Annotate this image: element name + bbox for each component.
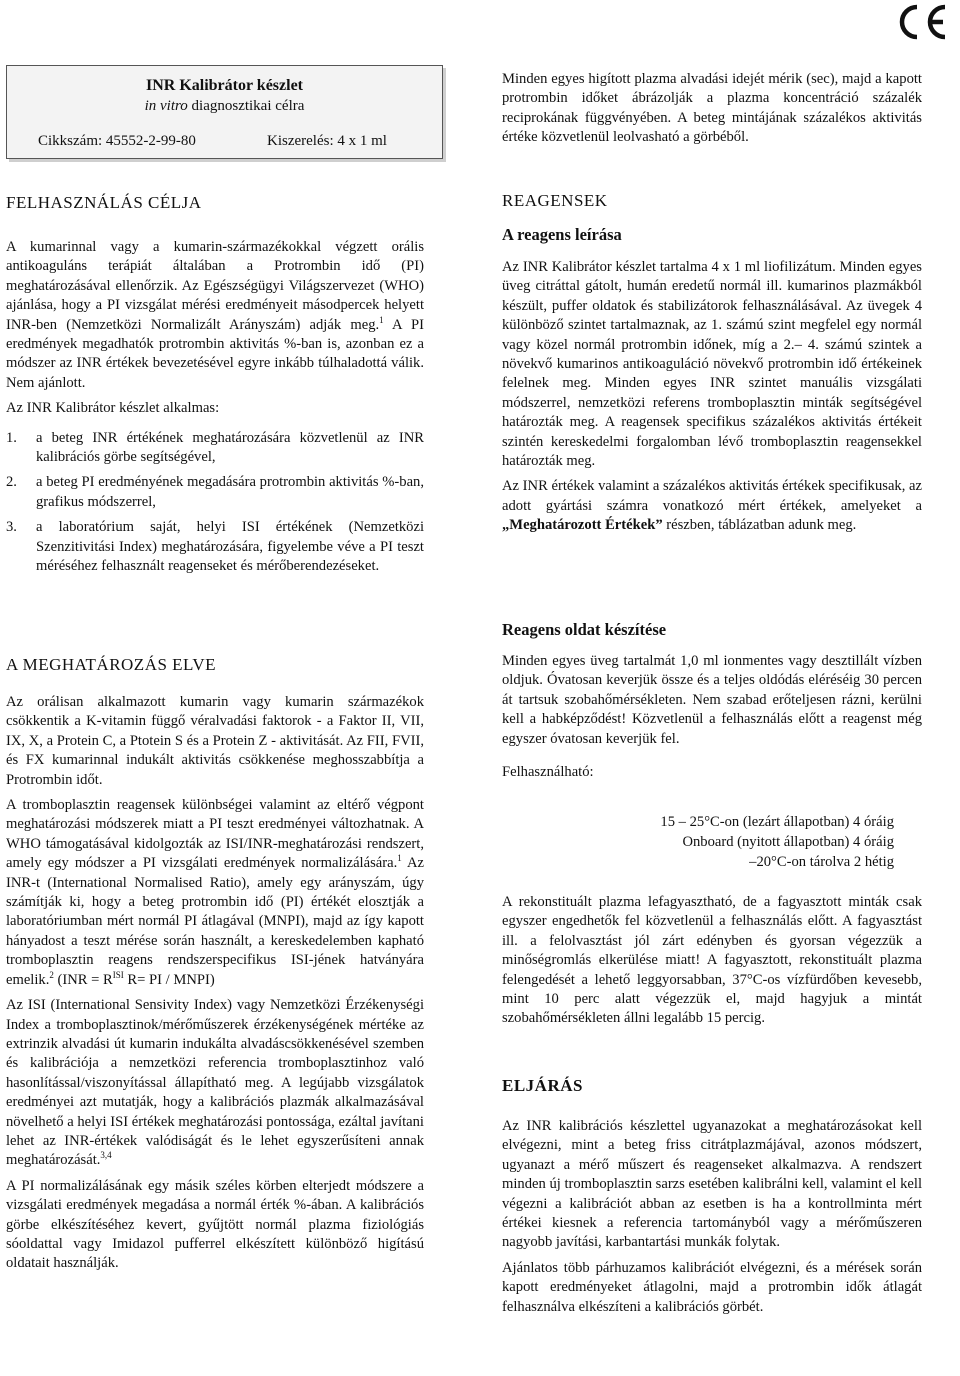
storage-conditions	[650, 812, 894, 872]
storage-line: –20°C-on tárolva 2 hétig	[749, 854, 894, 870]
heading-purpose: FELHASZNÁLÁS CÉLJA	[6, 193, 202, 212]
document-subtitle: in vitro diagnosztikai célra	[144, 98, 305, 114]
reagent-paragraph-1: Az INR Kalibrátor készlet tartalma 4 x 1 ml liofilizátum. Minden egyes üveg citráttal gátolt, humán eredetű normál ill. kumarinos plazmákból készült, puffer oldatok és stabilizátorok felhasználásával. Az üvegek 4 különböző szintet tartalmaznak, az 1. számú szint megfelel egy normál vagy közel normál protrombin időnek, míg a 2.– 4. számú szintek a növekvő kumarinos antikoaguláció növekvő protrombin idő értékeinek felelnek meg. Minden egyes INR szintet manuális vizsgálati módszerrel, nemzetközi referens tromboplasztin minták segítségével határozták meg. A reagensek specifikus százalékos aktivitás értékeit szintén kereskedelmi forgalomban lévő tromboplasztin reagensekkel határozták meg.	[502, 259, 922, 470]
procedure-section	[502, 1117, 922, 1323]
packaging-size: Kiszerelés: 4 x 1 ml	[267, 133, 387, 149]
list-item: 1. a beteg INR értékének meghatározására közvetlenül az INR kalibrációs görbe segítségével,	[6, 429, 424, 466]
list-item: 2. a beteg PI eredményének megadására protrombin aktivitás %-ban, grafikus módszerrel,	[6, 474, 424, 510]
freezing-section	[502, 893, 922, 1035]
procedure-paragraph-1: Az INR kalibrációs készlettel ugyanazokat a meghatározásokat kell elvégezni, mint a beteg friss citrátplazmájával, azonos módszert, ugyanazt a mérő műszert és reagenseket alkalmazva. A rendszert minden új tromboplasztin sarzs esetében kalibrálni kell, valamint el kell végezni a kalibrációt abban az esetben is ha a kontrollminta mért értékei kiesnek a referencia tartományból vagy a mérőműszeren nagyobb javítási, karbantartási munkák folytak.	[502, 1118, 922, 1251]
usable-label: Felhasználható:	[502, 764, 594, 781]
procedure-paragraph-2: Ajánlatos több párhuzamos kalibrációt elvégezni, és a mérések során kapott eredményeket átlagolni, majd a protrombin idők átlagát felhasználva elkészíteni a kalibrációs görbét.	[502, 1259, 922, 1315]
principle-paragraph-4: A PI normalizálásának egy másik széles körben elterjedt módszere a vizsgálati eredmények megadása a normál érték %-ában. A kalibrációs görbe elkészítéséhez kevert, gyűjtött normál plazma fiziológiás sóoldattal vagy Imidazol pufferrel elkészített különböző higítású oldatait használják.	[6, 1177, 424, 1272]
purpose-paragraph-1: A kumarinnal vagy a kumarin-származékokkal végzett orális antikoaguláns terápiát általában a Protrombin idő (PI) meghatározásával ellenőrzik. Az Egészségügyi Világszervezet (WHO) ajánlása, hogy a PI vizsgálat mérési eredményeit másodpercek helyett INR-ben (Nemzetközi Normalizált Arányszám) adják meg.$^1$ A PI eredmények megadhatók protrombin aktivitás %-ban is, azonban ez a módszer az INR értékek bevezetésével egyre inkább túlhaladottá válik. Nem ajánlott.	[6, 239, 424, 391]
heading-preparation: Reagens oldat készítése	[502, 620, 667, 639]
storage-line: Onboard (nyitott állapotban) 4 óráig	[682, 834, 894, 850]
reagent-section	[502, 258, 922, 542]
catalog-number: Cikkszám: 45552-2-99-80	[38, 133, 196, 149]
ce-mark-icon	[898, 2, 954, 42]
purpose-paragraph-2: Az INR Kalibrátor készlet alkalmas:	[6, 400, 220, 417]
preparation-paragraph-2: A rekonstituált plazma lefagyasztható, de a fagyasztott minták csak egyszer engedhetők fel közvetlenül a felhasználás előtt. A fagyasztást ill. a felolvasztást jól zárt edényben és gyorsan végezzük a minőségromlás elkerülése miatt! A fagyasztott, rekonstituált plazma felengedését a lehető leggyorsabban, 37°C-os vízfürdőben kevesebb, mint 10 perc alatt végezzük el, majd hagyjuk a mintát szobahőmérsékleten állni legalább 15 percig.	[502, 894, 922, 1027]
heading-principle: A MEGHATÁROZÁS ELVE	[6, 655, 217, 674]
storage-line: 15 – 25°C-on (lezárt állapotban) 4 óráig	[660, 814, 894, 830]
preparation-section	[502, 652, 922, 788]
preparation-paragraph-1: Minden egyes üveg tartalmát 1,0 ml ionmentes vagy desztillált vízben oldjuk. Óvatosan keverjük össze és a teljes oldódás eléréséig 30 percen át tartsuk szobahőmérsékleten. Nem szabad erőteljesen rázni, kerülni kell a habképződést! Közvetlenül a felhasználás előtt a reagenst még egyszer óvatosan keverjük fel.	[502, 653, 922, 747]
heading-procedure: ELJÁRÁS	[502, 1076, 583, 1095]
purpose-section	[6, 238, 424, 583]
title-box	[6, 65, 443, 159]
intro-paragraph: Minden egyes higított plazma alvadási idejét mérik (sec), majd a kapott protrombin időket ábrázolják a plazma koncentráció százalék reciprokának függvényében. A beteg mintájának százalékos aktivitás értéke közvetlenül leolvasható a görbéből.	[502, 71, 922, 146]
document-title: INR Kalibrátor készlet	[145, 77, 303, 94]
uses-list	[6, 429, 424, 577]
principle-paragraph-3: Az ISI (International Sensivity Index) vagy Nemzetközi Érzékenységi Index a tromboplasztinok/mérőműszerek érzékenységének mértéke az extrinzik alvadási út kumarin indukálta alvadáscsökkenésével szemben és kalibrációja a nemzetközi referencia tromboplasztinhoz való hasonlítással/viszonyítással állapítható meg. A legújabb vizsgálatok eredményei azt mutatják, hogy a kalibrációs plazmák alkalmazásával növelhető a helyi ISI értékek meghatározási pontossága, ezáltal javítani lehet az INR-értékek valódiságát és le lehet egyszerűsíteni annak meghatározását.$^{3,4}$	[6, 997, 424, 1169]
heading-reagents: REAGENSEK	[502, 191, 608, 210]
principle-paragraph-1: Az orálisan alkalmazott kumarin vagy kumarin származékok csökkentik a K-vitamin függő véralvadási faktorok - a Faktor II, VII, IX, X, a Protein C, a Ptotein S és a Protein Z - aktivitását. Az FII, FVII, és FX kumarinnal indukált aktivitás csökkenése meghosszabbítja a Protrombin időt.	[6, 694, 424, 788]
principle-section	[6, 693, 424, 1280]
principle-paragraph-2: A tromboplasztin reagensek különbségei valamint az eltérő végpont meghatározási módszerek miatt a PI teszt eredményei változhatnak. A WHO támogatásával kidolgozták az ISI/INR-meghatározási rendszert, amely egy módszer a PI vizsgálati eredmények normalizálására.$^1$ Az INR-t (International Normalised Ratio), amely egy arányszám, úgy számítják ki, hogy a beteg protrombin idő (PI) értékét elosztják a laboratóriumban mért normál PI átlagával (MNPI), majd az így kapott hányadost a teszt mérése során használt, a kereskedelemben kapható tromboplasztin reagens rendszerspecifikus ISI-jének hatványára emelik.$^2$ ($INR = R^{ISI}$ R= PI / MNPI)	[6, 797, 424, 988]
intro-section	[502, 70, 922, 154]
reagent-paragraph-2: Az INR értékek valamint a százalékos aktivitás értékek specifikusak, az adott gyártási számra vonatkozó mért értékek, amelyeket a „Meghatározott Értékek” részben, táblázatban adunk meg.	[502, 478, 922, 534]
heading-reagent-description: A reagens leírása	[502, 225, 622, 244]
list-item: 3. a laboratórium saját, helyi ISI értékének (Nemzetközi Szenzitivitási Index) meghatározására, figyelembe véve a PI teszt méréséhez felhasznált reagenseket és mérőberendezéseket.	[6, 519, 424, 575]
